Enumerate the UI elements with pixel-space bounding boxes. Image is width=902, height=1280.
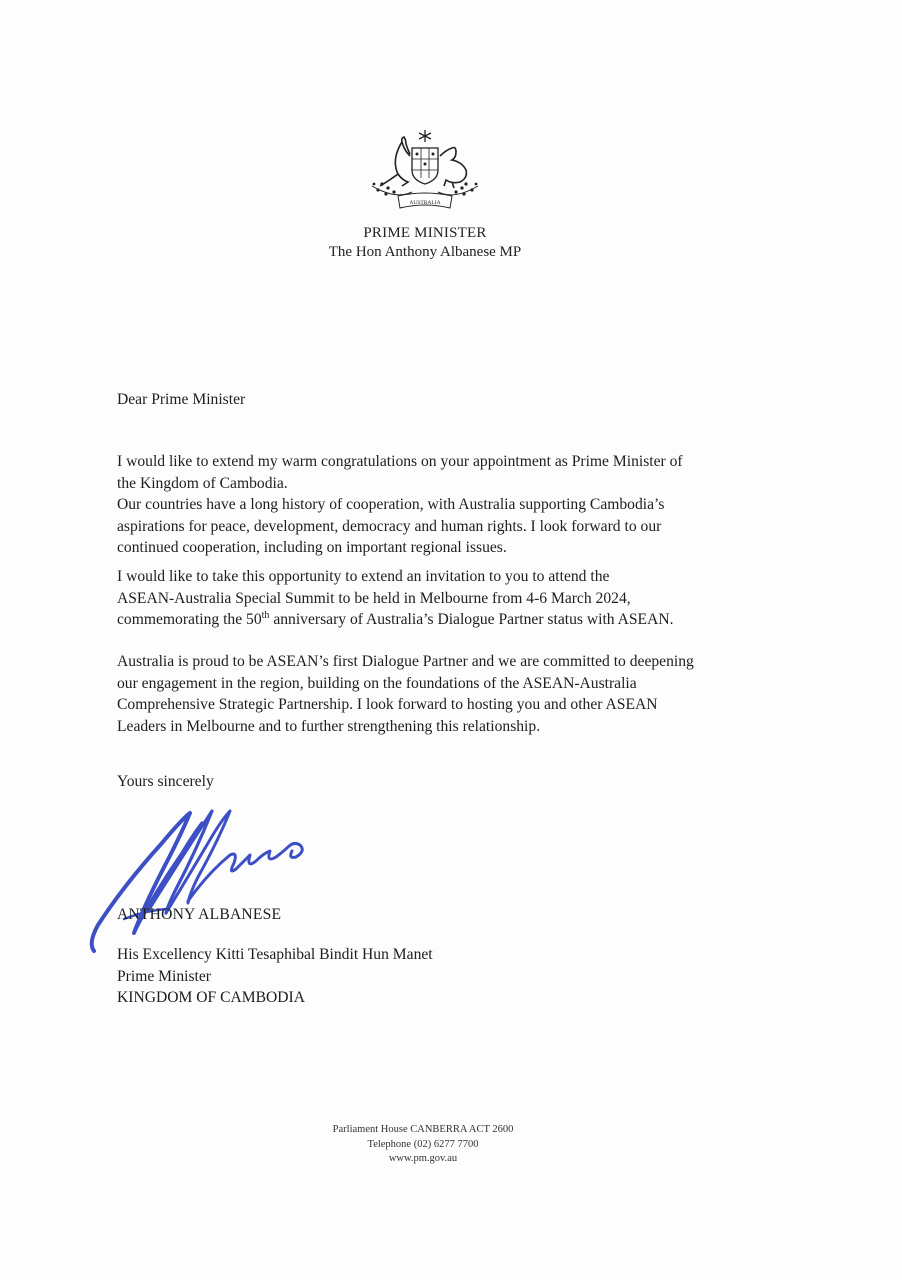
footer-telephone: Telephone (02) 6277 7700 (367, 1138, 479, 1150)
paragraph-line: Australia is proud to be ASEAN’s first Dialogue Partner and we are committed to deepening (117, 653, 694, 670)
motto-text: AUSTRALIA (409, 200, 441, 206)
footer-website[interactable]: www.pm.gov.au (388, 1153, 458, 1164)
star-icon (419, 130, 431, 142)
paragraph-line: Comprehensive Strategic Partnership. I look forward to hosting you and other ASEAN (117, 696, 658, 713)
paragraph-line: continued cooperation, including on important regional issues. (117, 539, 507, 556)
office-holder: The Hon Anthony Albanese MP (328, 244, 522, 260)
paragraph-line: our engagement in the region, building on the foundations of the ASEAN-Australia (117, 674, 637, 692)
addressee-block (117, 944, 433, 1009)
paragraph-line: Our countries have a long history of cooperation, with Australia supporting Cambodia’s (117, 496, 665, 513)
addressee-name: His Excellency Kitti Tesaphibal Bindit Hun Manet (117, 946, 433, 963)
footer (290, 1123, 556, 1167)
addressee-country: KINGDOM OF CAMBODIA (117, 989, 306, 1006)
signer-name: ANTHONY ALBANESE (117, 906, 282, 923)
emu-icon (440, 148, 466, 189)
closing: Yours sincerely (117, 773, 214, 790)
paragraph-line: aspirations for peace, development, democracy and human rights. I look forward to our (117, 517, 662, 535)
office-title: PRIME MINISTER (363, 225, 487, 241)
paragraph-partnership (117, 651, 737, 737)
paragraph-congratulations (117, 451, 737, 559)
footer-address: Parliament House CANBERRA ACT 2600 (332, 1124, 514, 1135)
addressee-title: Prime Minister (117, 967, 211, 985)
line-prefix: commemorating the 50 (117, 611, 262, 628)
line-suffix: anniversary of Australia’s Dialogue Partner status with ASEAN. (269, 611, 674, 628)
paragraph-line: the Kingdom of Cambodia. (117, 474, 288, 492)
paragraph-invitation (117, 566, 737, 631)
ordinal-suffix: th (261, 609, 270, 621)
paragraph-line: I would like to take this opportunity to extend an invitation to you to attend the (117, 568, 610, 585)
coat-of-arms-icon (366, 126, 484, 216)
paragraph-line: I would like to extend my warm congratulations on your appointment as Prime Minister of (117, 453, 683, 470)
kangaroo-icon (380, 137, 410, 186)
salutation: Dear Prime Minister (117, 391, 246, 408)
signature-icon (84, 793, 334, 963)
letterhead (280, 224, 570, 262)
paragraph-line: Leaders in Melbourne and to further strengthening this relationship. (117, 717, 541, 735)
paragraph-line (117, 609, 737, 631)
paragraph-line: ASEAN-Australia Special Summit to be held in Melbourne from 4-6 March 2024, (117, 589, 631, 607)
